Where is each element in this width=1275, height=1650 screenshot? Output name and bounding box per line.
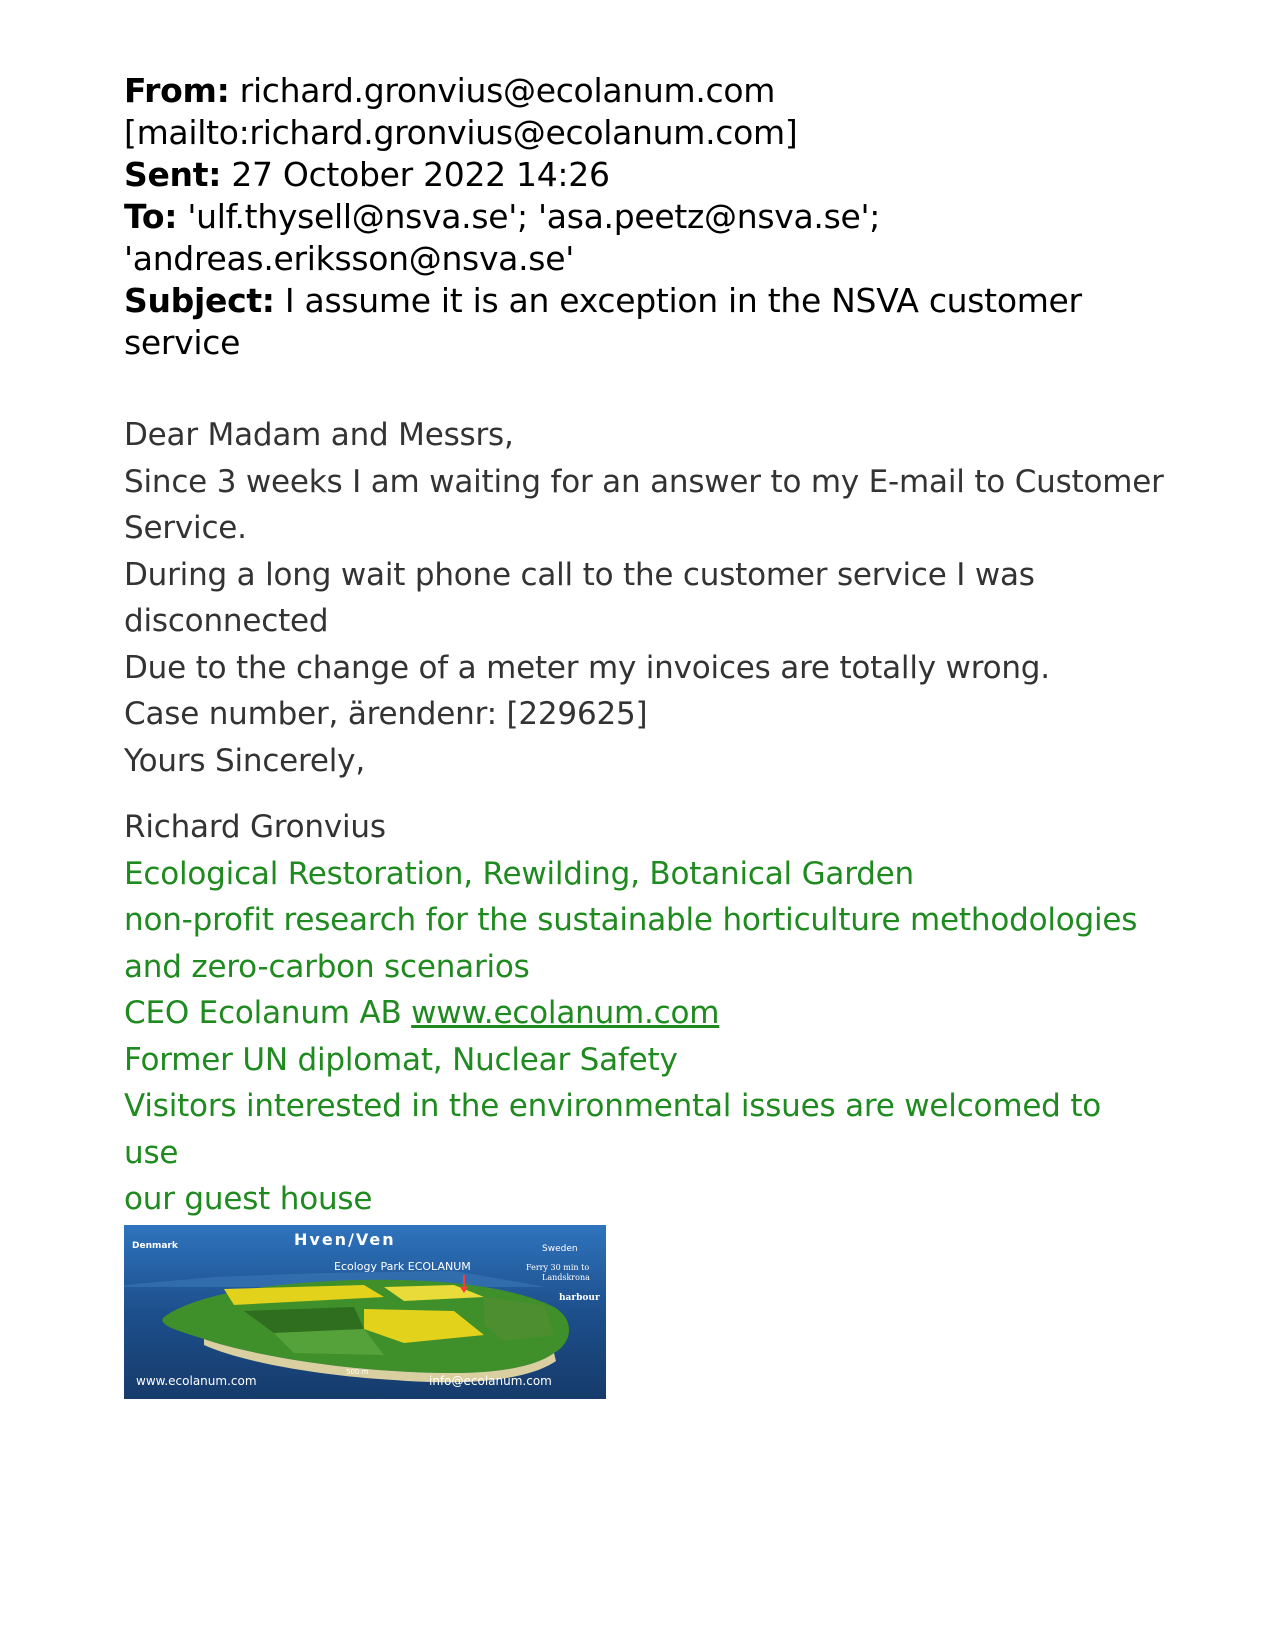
signature-line: and zero-carbon scenarios [124, 948, 530, 985]
label-denmark: Denmark [132, 1240, 178, 1251]
signature-line: Visitors interested in the environmental issues are welcomed to use [124, 1088, 1102, 1171]
sent-line [124, 154, 1164, 196]
signature-line: our guest house [124, 1181, 373, 1217]
signature-name: Richard Gronvius [124, 809, 386, 845]
website-link[interactable]: www.ecolanum.com [411, 995, 720, 1031]
closing: Yours Sincerely, [124, 742, 365, 779]
subject-line [124, 280, 1164, 322]
from-line [124, 70, 1164, 112]
label-park: Ecology Park ECOLANUM [334, 1259, 471, 1273]
subject-text-cont: service [124, 323, 241, 362]
body-line: Due to the change of a meter my invoices are totally wrong. [124, 649, 1050, 686]
to-line [124, 196, 1164, 238]
body-line: During a long wait phone call to the customer service I was [124, 556, 1035, 593]
from-label: From: [124, 71, 230, 110]
label-sweden: Sweden [542, 1243, 578, 1254]
email-header [124, 70, 1164, 364]
signature-line: Former UN diplomat, Nuclear Safety [124, 1041, 678, 1078]
sent-date: 27 October 2022 14:26 [231, 155, 610, 194]
to-recipients[interactable]: 'ulf.thysell@nsva.se'; 'asa.peetz@nsva.se'; [187, 197, 881, 236]
subject-text: I assume it is an exception in the NSVA customer [284, 281, 1082, 320]
label-ferry: Ferry 30 min to [526, 1262, 590, 1272]
mailto-line[interactable]: [mailto:richard.gronvius@ecolanum.com] [124, 113, 798, 152]
email-body [124, 412, 1164, 784]
subject-label: Subject: [124, 281, 275, 320]
photo-title: Hven/Ven [294, 1229, 396, 1249]
signature-ceo-line [124, 990, 1164, 1037]
signature [124, 804, 1164, 1223]
greeting: Dear Madam and Messrs, [124, 417, 514, 453]
photo-footer-email: info@ecolanum.com [429, 1373, 552, 1388]
email-page [124, 70, 1164, 1399]
island-photo [124, 1225, 606, 1399]
body-line: Since 3 weeks I am waiting for an answer to my E-mail to Customer [124, 463, 1164, 500]
case-number: Case number, ärendenr: [229625] [124, 696, 648, 732]
to-recipients-cont[interactable]: 'andreas.eriksson@nsva.se' [124, 239, 574, 278]
label-scale: 500 m [346, 1367, 369, 1376]
from-address[interactable]: richard.gronvius@ecolanum.com [239, 71, 776, 110]
body-line: disconnected [124, 603, 329, 639]
to-label: To: [124, 197, 178, 236]
signature-line: non-profit research for the sustainable horticulture methodologies [124, 902, 1138, 938]
label-ferry-2: Landskrona [542, 1272, 590, 1282]
photo-footer-web: www.ecolanum.com [136, 1373, 257, 1388]
body-line: Service. [124, 510, 247, 546]
ceo-text: CEO Ecolanum AB [124, 995, 402, 1031]
signature-line: Ecological Restoration, Rewilding, Botanical Garden [124, 855, 914, 892]
label-harbour: harbour [559, 1292, 600, 1303]
sent-label: Sent: [124, 155, 222, 194]
